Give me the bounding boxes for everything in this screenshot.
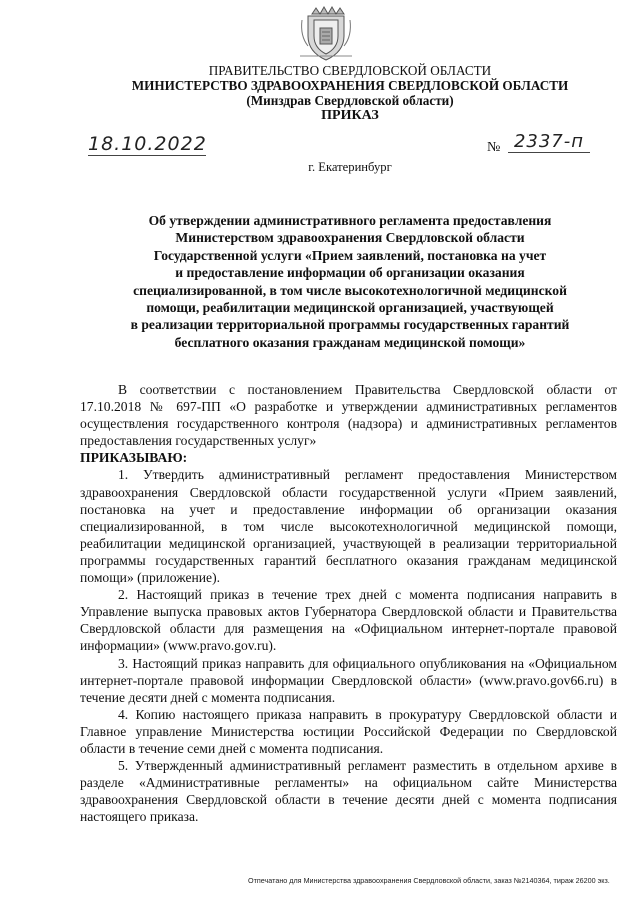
government-name: ПРАВИТЕЛЬСТВО СВЕРДЛОВСКОЙ ОБЛАСТИ	[208, 63, 492, 78]
order-date: 18.10.2022	[88, 133, 207, 155]
decree-item-4: 4. Копию настоящего приказа направить в прокуратуру Свердловской области и Главное управление Министерства юстиции Российской Федерации по Свердловской области в течение семи дней с момента подписания.	[80, 706, 617, 756]
ministry-name: МИНИСТЕРСТВО ЗДРАВООХРАНЕНИЯ СВЕРДЛОВСКОЙ ОБЛАСТИ	[131, 78, 569, 93]
ministry-short-name: (Минздрав Свердловской области)	[246, 93, 454, 108]
title-line: специализированной, в том числе высокотехнологичной медицинской	[133, 282, 567, 298]
title-line: в реализации территориальной программы государственных гарантий	[130, 317, 570, 333]
preamble-paragraph: В соответствии с постановлением Правительства Свердловской области от 17.10.2018 № 697-ПП «О разработке и утверждении административных регламентов осуществления государственного контроля (надзора) и административных регламентов предоставления государственных услуг»	[80, 382, 617, 449]
city-name: г. Екатеринбург	[308, 160, 392, 174]
title-line: помощи, реабилитации медицинской организацией, участвующей	[146, 300, 554, 316]
decree-item-5: 5. Утвержденный административный регламент разместить в отдельном архиве в разделе «Административные регламенты» на официальном сайте Министерства здравоохранения Свердловской области в течение десяти дней с момента подписания настоящего приказа.	[80, 758, 617, 825]
document-type: ПРИКАЗ	[321, 108, 379, 123]
print-footer-note: Отпечатано для Министерства здравоохранения Свердловской области, заказ №2140364, тираж 26200 экз.	[248, 876, 610, 885]
decree-heading: ПРИКАЗЫВАЮ:	[80, 450, 188, 466]
title-line: и предоставление информации об организации оказания	[175, 265, 525, 281]
decree-item-2: 2. Настоящий приказ в течение трех дней с момента подписания направить в Управление выпуска правовых актов Губернатора Свердловской области и Правительства Свердловской области для размещения на «Официальном интернет-портале правовой информации» (www.pravo.gov.ru).	[80, 587, 617, 654]
decree-item-3: 3. Настоящий приказ направить для официального опубликования на «Официальном интернет-портале правовой информации Свердловской области» (www.pravo.gov66.ru) в течение десяти дней с момента подписания.	[80, 655, 617, 705]
title-line: Об утверждении административного регламента предоставления	[148, 213, 552, 228]
title-line: Государственной услуги «Прием заявлений, постановка на учет	[153, 247, 547, 263]
title-line: бесплатного оказания гражданам медицинской помощи»	[174, 334, 526, 350]
coat-of-arms-emblem	[298, 6, 354, 64]
order-title	[95, 212, 605, 351]
decree-item-1: 1. Утвердить административный регламент предоставления Министерством здравоохранения Свердловской области государственной услуги «Прием заявлений, постановка на учет и предоставление информации об организации оказания специализированной, в том числе высокотехнологичной медицинской помощи, реабилитации медицинской организацией, участвующей в реализации территориальной программы государственных гарантий бесплатного оказания гражданам медицинской помощи» (приложение).	[80, 467, 617, 586]
title-line: Министерством здравоохранения Свердловской области	[175, 230, 525, 246]
order-body	[80, 381, 617, 825]
order-number-label: №	[487, 140, 501, 155]
order-number: 2337-п	[508, 131, 590, 153]
